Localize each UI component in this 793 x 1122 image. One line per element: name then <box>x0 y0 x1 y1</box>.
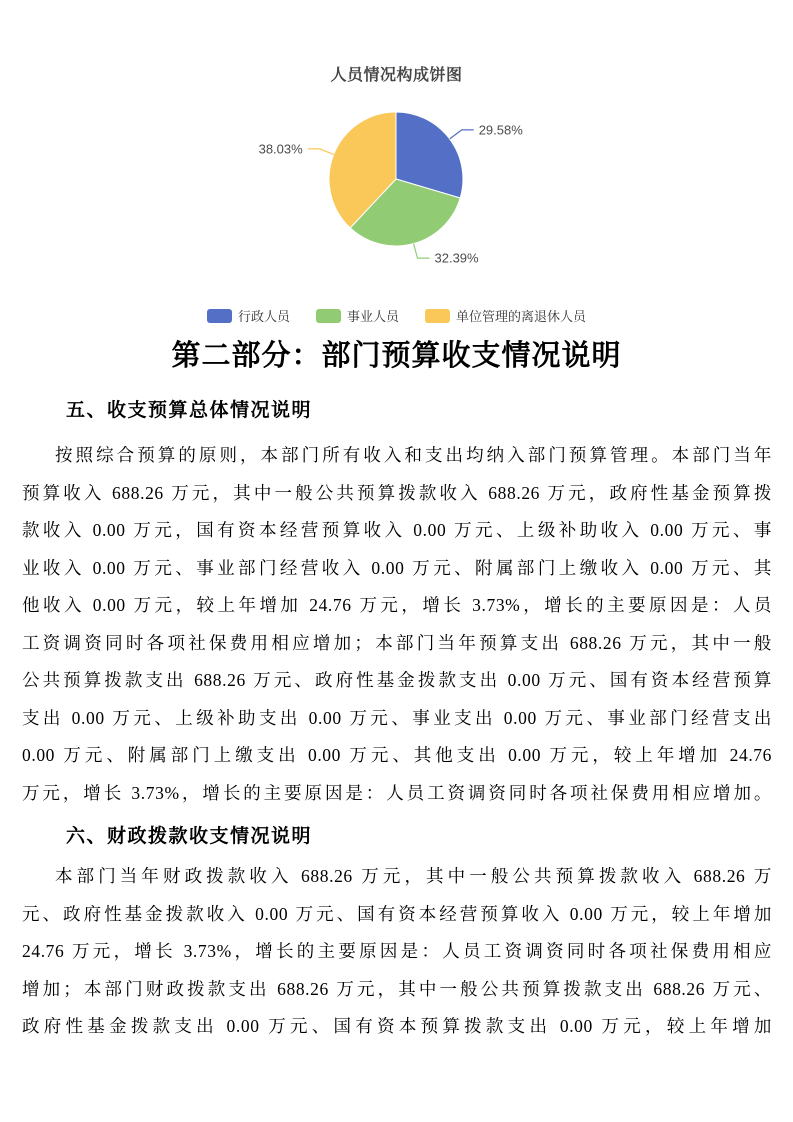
chart-title: 人员情况构成饼图 <box>330 67 463 84</box>
pie-chart <box>0 0 793 300</box>
para-line: 支出 0.00 万元、上级补助支出 0.00 万元、事业支出 0.00 万元、事业部门经营支出 <box>22 707 772 728</box>
para-line: 公共预算拨款支出 688.26 万元、政府性基金拨款支出 0.00 万元、国有资本经营预算 <box>22 670 772 690</box>
pie-label-line-0 <box>450 130 474 139</box>
section-heading-6: 六、财政拨款收支情况说明 <box>66 826 313 847</box>
legend-item-retired <box>425 306 586 325</box>
section-5-paragraph <box>22 437 772 812</box>
para-line: 万元，增长 3.73%，增长的主要原因是：人员工资调资同时各项社保费用相应增加。 <box>22 782 772 803</box>
para-line: 款收入 0.00 万元，国有资本经营预算收入 0.00 万元、上级补助收入 0.00 万元、事 <box>22 520 772 540</box>
para-line: 他收入 0.00 万元，较上年增加 24.76 万元，增长 3.73%，增长的主要原因是：人员 <box>22 595 772 615</box>
legend-label: 行政人员 <box>237 309 290 324</box>
para-line: 增加；本部门财政拨款支出 688.26 万元，其中一般公共预算拨款支出 688.26 万元、 <box>22 978 772 999</box>
legend-label: 单位管理的离退休人员 <box>456 309 587 324</box>
para-line: 工资调资同时各项社保费用相应增加；本部门当年预算支出 688.26 万元，其中一般 <box>22 632 772 653</box>
legend-swatch <box>316 309 341 323</box>
legend-item-admin <box>207 306 290 325</box>
para-line: 本部门当年财政拨款收入 688.26 万元，其中一般公共预算拨款收入 688.26 万 <box>55 866 772 886</box>
para-line: 24.76 万元，增长 3.73%，增长的主要原因是：人员工资调资同时各项社保费用相应 <box>22 941 772 961</box>
legend-swatch <box>425 309 450 323</box>
section-6-paragraph <box>22 858 772 1046</box>
pie-percent-label-0: 29.58% <box>478 122 523 138</box>
legend-item-institution <box>316 306 399 325</box>
part-title: 第二部分：部门预算收支情况说明 <box>171 340 622 372</box>
pie-percent-label-2: 38.03% <box>258 141 303 157</box>
para-line: 预算收入 688.26 万元，其中一般公共预算拨款收入 688.26 万元，政府性基金预算拨 <box>22 482 772 503</box>
para-line: 元、政府性基金拨款收入 0.00 万元、国有资本经营预算收入 0.00 万元，较上年增加 <box>22 903 772 924</box>
legend-label: 事业人员 <box>346 309 399 324</box>
legend-swatch <box>207 309 232 323</box>
chart-legend <box>0 306 793 325</box>
para-line: 政府性基金拨款支出 0.00 万元、国有资本预算拨款支出 0.00 万元，较上年增加 <box>22 1016 772 1036</box>
pie-percent-label-1: 32.39% <box>434 250 479 266</box>
para-line: 0.00 万元、附属部门上缴支出 0.00 万元、其他支出 0.00 万元，较上年增加 24.76 <box>22 745 772 765</box>
pie-label-line-2 <box>308 149 334 155</box>
para-line: 按照综合预算的原则，本部门所有收入和支出均纳入部门预算管理。本部门当年 <box>55 445 772 465</box>
pie-label-line-1 <box>414 244 430 258</box>
section-heading-5: 五、收支预算总体情况说明 <box>66 400 313 421</box>
para-line: 业收入 0.00 万元、事业部门经营收入 0.00 万元、附属部门上缴收入 0.00 万元、其 <box>22 557 772 578</box>
